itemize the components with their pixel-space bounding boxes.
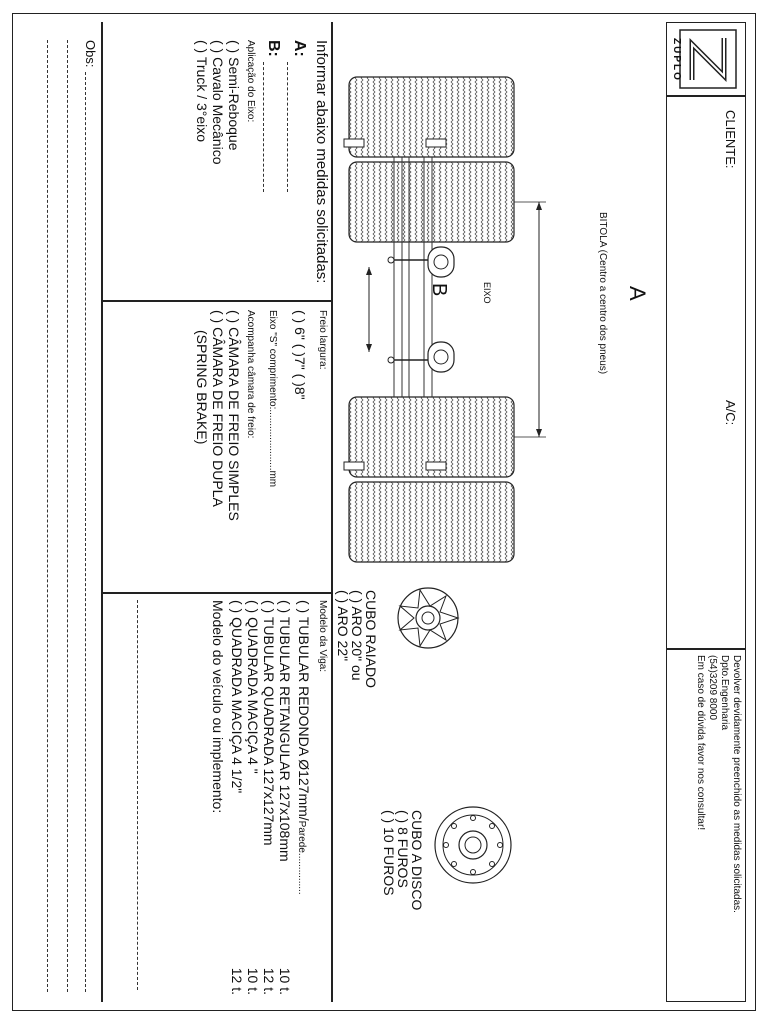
brake-chambers	[388, 247, 454, 372]
return-note-line: Em caso de dúvida favor nos consultar!	[695, 655, 706, 831]
camara-option[interactable]: ( ) CÂMARA DE FREIO SIMPLES	[226, 310, 242, 521]
viga-options	[229, 600, 312, 995]
camara-label: Acompanha câmara de freio:	[245, 310, 256, 439]
cubo-disco-drawing	[428, 800, 518, 890]
viga-option[interactable]: ( ) QUADRADA MACIÇA 4 1/2" 12 t.	[229, 600, 245, 995]
modelo-veiculo-field[interactable]	[137, 600, 138, 990]
return-note-line: Dpto.Engenharia	[719, 655, 730, 731]
modelo-veiculo-label: Modelo do veículo ou implemento:	[210, 600, 226, 814]
camara-option-note: (SPRING BRAKE)	[194, 330, 210, 445]
header-divider-2	[666, 648, 746, 650]
obs-line-3[interactable]	[47, 40, 48, 992]
obs-line-2[interactable]	[67, 40, 68, 992]
bitola-label: BITOLA (Centro a centro dos pneus)	[597, 212, 608, 375]
measure-b-field[interactable]	[263, 62, 264, 192]
viga-label: Modelo da Viga:	[317, 600, 328, 673]
obs-line-1[interactable]	[85, 72, 86, 992]
eixo-label: EIXO	[482, 282, 492, 304]
aplicacao-option[interactable]: ( ) Truck / 3°eixo	[194, 40, 210, 143]
viga-option[interactable]: ( ) TUBULAR QUADRADA 127x127mm 12 t.	[261, 600, 277, 995]
column-divider-1	[103, 300, 333, 302]
cubo-disco-option[interactable]: ( ) 10 FUROS	[381, 810, 397, 896]
camara-option[interactable]: ( ) CÂMARA DE FREIO DUPLA	[210, 310, 226, 507]
dimension-a-label: A	[625, 286, 650, 301]
right-dual-tires	[349, 397, 514, 562]
return-note-line: (54)3209 8000	[707, 655, 718, 721]
cubo-raiado-block	[336, 590, 378, 688]
return-note	[694, 655, 742, 1000]
cubo-disco-option[interactable]: ( ) 8 FUROS	[395, 810, 411, 888]
cubo-raiado-title: CUBO RAIADO	[363, 590, 379, 689]
viga-option[interactable]: ( ) TUBULAR REDONDA Ø127mm/Parede...............	[296, 600, 312, 895]
column-divider-2	[103, 592, 333, 594]
aplicacao-label: Aplicação do Eixo:	[245, 40, 256, 123]
aplicacao-option[interactable]: ( ) Cavalo Mecânico	[210, 40, 226, 165]
cliente-label: CLIENTE:	[723, 110, 738, 169]
aplicacao-options	[194, 40, 242, 165]
obs-divider	[102, 22, 104, 1002]
measure-b-label: B:	[265, 40, 282, 57]
measure-a-label: A:	[291, 40, 308, 57]
measures-heading: Informar abaixo medidas solicitadas:	[313, 40, 330, 284]
dimension-a-line	[514, 202, 546, 437]
measure-a-field[interactable]	[287, 62, 288, 192]
company-logo	[668, 24, 744, 94]
cubo-raiado-drawing	[388, 578, 468, 658]
cubo-disco-title: CUBO A DISCO	[409, 810, 425, 911]
eixo-s-field[interactable]: Eixo "S" comprimento:......................mm	[267, 310, 278, 488]
section-divider-horizontal	[332, 22, 334, 1002]
freio-largura-options[interactable]: ( ) 6" ( )7" ( )8"	[292, 310, 308, 400]
cubo-disco-block	[382, 810, 424, 910]
viga-option[interactable]: ( ) TUBULAR RETANGULAR 127x108mm 10 t.	[277, 600, 293, 995]
dimension-b-label: B	[428, 283, 450, 297]
cubo-raiado-option[interactable]: ( ) ARO 20" ou	[349, 590, 365, 681]
aplicacao-option[interactable]: ( ) Semi-Reboque	[226, 40, 242, 151]
viga-option[interactable]: ( ) QUADRADA MACIÇA 4 " 10 t.	[245, 600, 261, 995]
logo-text: ZUPLO	[671, 38, 682, 82]
cubo-raiado-option[interactable]: ( ) ARO 22"	[335, 590, 351, 662]
obs-label: Obs:	[83, 40, 98, 68]
camara-options	[194, 310, 242, 521]
header-divider-1	[666, 95, 746, 97]
dimension-b-line	[366, 267, 372, 352]
ac-label: A/C:	[723, 400, 738, 426]
freio-largura-label: Freio largura:	[317, 310, 328, 370]
return-note-line: Devolver devidamente preenchido as medidas solicitadas.	[731, 655, 742, 913]
axle-drawing	[334, 22, 664, 582]
